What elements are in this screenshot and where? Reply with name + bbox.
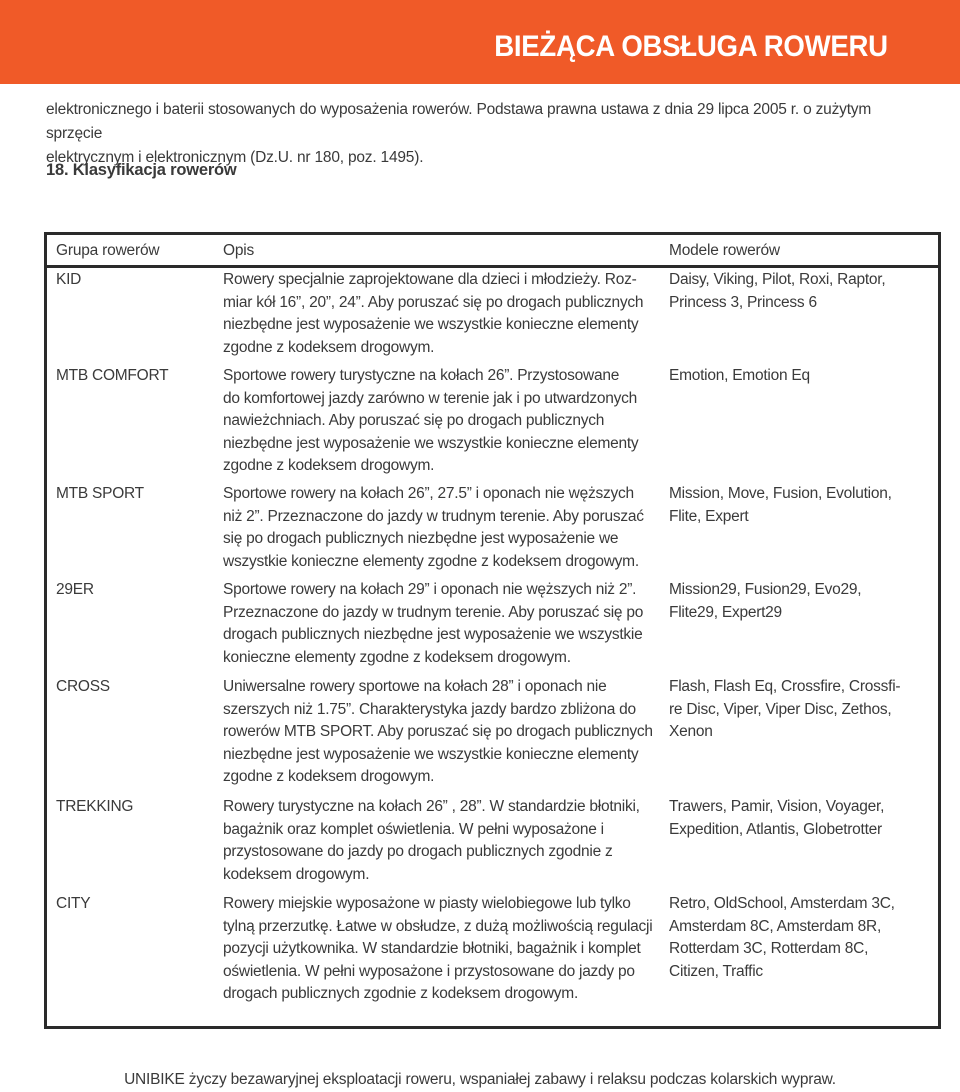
bike-group-name: 29ER: [56, 581, 94, 598]
description-line: do komfortowej jazdy zarówno w terenie jak i po utwardzonych: [223, 389, 638, 407]
description-line: szerszych niż 1.75”. Charakterystyka jazdy bardzo zbliżona do: [223, 700, 636, 718]
models-line: Princess 3, Princess 6: [669, 293, 817, 311]
classification-table: [44, 232, 941, 1029]
bike-group-name: MTB COMFORT: [56, 367, 169, 384]
bike-group-models: [669, 269, 909, 314]
bike-group-description: [223, 483, 653, 573]
footer-note: UNIBIKE życzy bezawaryjnej eksploatacji roweru, wspaniałej zabawy i relaksu podczas kolarskich wypraw.: [124, 1071, 836, 1088]
description-line: Rowery specjalnie zaprojektowane dla dzieci i młodzieży. Roz-: [223, 271, 637, 288]
description-line: niezbędne jest wyposażenie we wszystkie konieczne elementy: [223, 434, 639, 452]
models-line: Rotterdam 3C, Rotterdam 8C,: [669, 940, 869, 957]
models-line: Flash, Flash Eq, Crossfire, Crossfi-: [669, 678, 901, 695]
column-header-group: Grupa rowerów: [56, 242, 160, 259]
description-line: Przeznaczone do jazdy w trudnym terenie. Aby poruszać się po: [223, 603, 644, 621]
description-line: niezbędne jest wyposażenie we wszystkie konieczne elementy: [223, 316, 639, 333]
models-line: re Disc, Viper, Viper Disc, Zethos,: [669, 700, 892, 718]
description-line: tylną przerzutkę. Łatwe w obsłudze, z dużą możliwością regulacji: [223, 917, 653, 935]
bike-group-models: [669, 365, 909, 388]
description-line: zgodne z kodeksem drogowym.: [223, 457, 435, 474]
description-line: drogach publicznych zgodnie z kodeksem drogowym.: [223, 985, 579, 1002]
description-line: Uniwersalne rowery sportowe na kołach 28” i oponach nie: [223, 678, 607, 695]
models-line: Mission29, Fusion29, Evo29,: [669, 581, 862, 598]
description-line: Rowery miejskie wyposażone w piasty wielobiegowe lub tylko: [223, 895, 631, 912]
bike-group-description: [223, 269, 653, 359]
description-line: miar kół 16”, 20”, 24”. Aby poruszać się po drogach publicznych: [223, 293, 644, 311]
bike-group-models: [669, 676, 909, 744]
bike-group-name: CITY: [56, 895, 91, 912]
models-line: Mission, Move, Fusion, Evolution,: [669, 485, 892, 502]
description-line: nawieżchniach. Aby poruszać się po drogach publicznych: [223, 412, 605, 429]
models-line: Citizen, Traffic: [669, 962, 763, 980]
description-line: bagażnik oraz komplet oświetlenia. W pełni wyposażone i: [223, 820, 604, 838]
description-line: konieczne elementy zgodne z kodeksem drogowym.: [223, 648, 571, 666]
description-line: się po drogach publicznych niezbędne jest wyposażenie we: [223, 530, 619, 547]
models-line: Retro, OldSchool, Amsterdam 3C,: [669, 895, 895, 912]
description-line: pozycji użytkownika. W standardzie błotniki, bagażnik i komplet: [223, 940, 641, 957]
description-line: Rowery turystyczne na kołach 26” , 28”. W standardzie błotniki,: [223, 798, 640, 815]
bike-group-name: KID: [56, 271, 82, 288]
models-line: Daisy, Viking, Pilot, Roxi, Raptor,: [669, 271, 886, 288]
description-line: wszystkie konieczne elementy zgodne z kodeksem drogowym.: [223, 552, 639, 570]
bike-group-description: [223, 796, 653, 886]
bike-group-description: [223, 579, 653, 669]
models-line: Trawers, Pamir, Vision, Voyager,: [669, 798, 885, 815]
page-title: BIEŻĄCA OBSŁUGA ROWERU: [494, 30, 888, 63]
table-header: [47, 235, 938, 268]
bike-group-name: CROSS: [56, 678, 110, 695]
description-line: Sportowe rowery na kołach 26”, 27.5” i oponach nie węższych: [223, 485, 634, 502]
description-line: niezbędne jest wyposażenie we wszystkie konieczne elementy: [223, 745, 639, 763]
description-line: kodeksem drogowym.: [223, 865, 370, 883]
bike-group-name: MTB SPORT: [56, 485, 144, 502]
column-header-models: Modele rowerów: [669, 242, 780, 259]
bike-group-models: [669, 796, 909, 841]
description-line: oświetlenia. W pełni wyposażone i przystosowane do jazdy po: [223, 962, 635, 980]
bike-group-models: [669, 483, 909, 528]
intro-paragraph: [46, 98, 926, 170]
intro-line: elektrycznym i elektronicznym (Dz.U. nr 180, poz. 1495).: [46, 149, 424, 166]
bike-group-models: [669, 579, 909, 624]
bike-group-models: [669, 893, 909, 983]
models-line: Flite29, Expert29: [669, 603, 782, 621]
models-line: Emotion, Emotion Eq: [669, 367, 810, 384]
models-line: Flite, Expert: [669, 507, 749, 525]
description-line: przystosowane do jazdy po drogach publicznych zgodnie z: [223, 843, 613, 860]
description-line: niż 2”. Przeznaczone do jazdy w trudnym terenie. Aby poruszać: [223, 507, 644, 525]
models-line: Amsterdam 8C, Amsterdam 8R,: [669, 917, 882, 935]
models-line: Expedition, Atlantis, Globetrotter: [669, 820, 882, 838]
bike-group-description: [223, 676, 653, 789]
description-line: zgodne z kodeksem drogowym.: [223, 338, 435, 356]
models-line: Xenon: [669, 723, 713, 740]
header-banner: [0, 0, 960, 84]
description-line: zgodne z kodeksem drogowym.: [223, 768, 435, 785]
intro-line: elektronicznego i baterii stosowanych do wyposażenia rowerów. Podstawa prawna ustawa z dnia 29 lipca 2005 r. o zużytym sprzęcie: [46, 101, 872, 142]
bike-group-description: [223, 365, 653, 478]
description-line: drogach publicznych niezbędne jest wyposażenie we wszystkie: [223, 626, 643, 643]
section-heading: 18. Klasyfikacja rowerów: [46, 161, 237, 179]
description-line: Sportowe rowery na kołach 29” i oponach nie węższych niż 2”.: [223, 581, 637, 598]
description-line: rowerów MTB SPORT. Aby poruszać się po drogach publicznych: [223, 723, 653, 740]
description-line: Sportowe rowery turystyczne na kołach 26”. Przystosowane: [223, 367, 620, 384]
bike-group-name: TREKKING: [56, 798, 134, 815]
bike-group-description: [223, 893, 653, 1006]
column-header-description: Opis: [223, 242, 255, 259]
